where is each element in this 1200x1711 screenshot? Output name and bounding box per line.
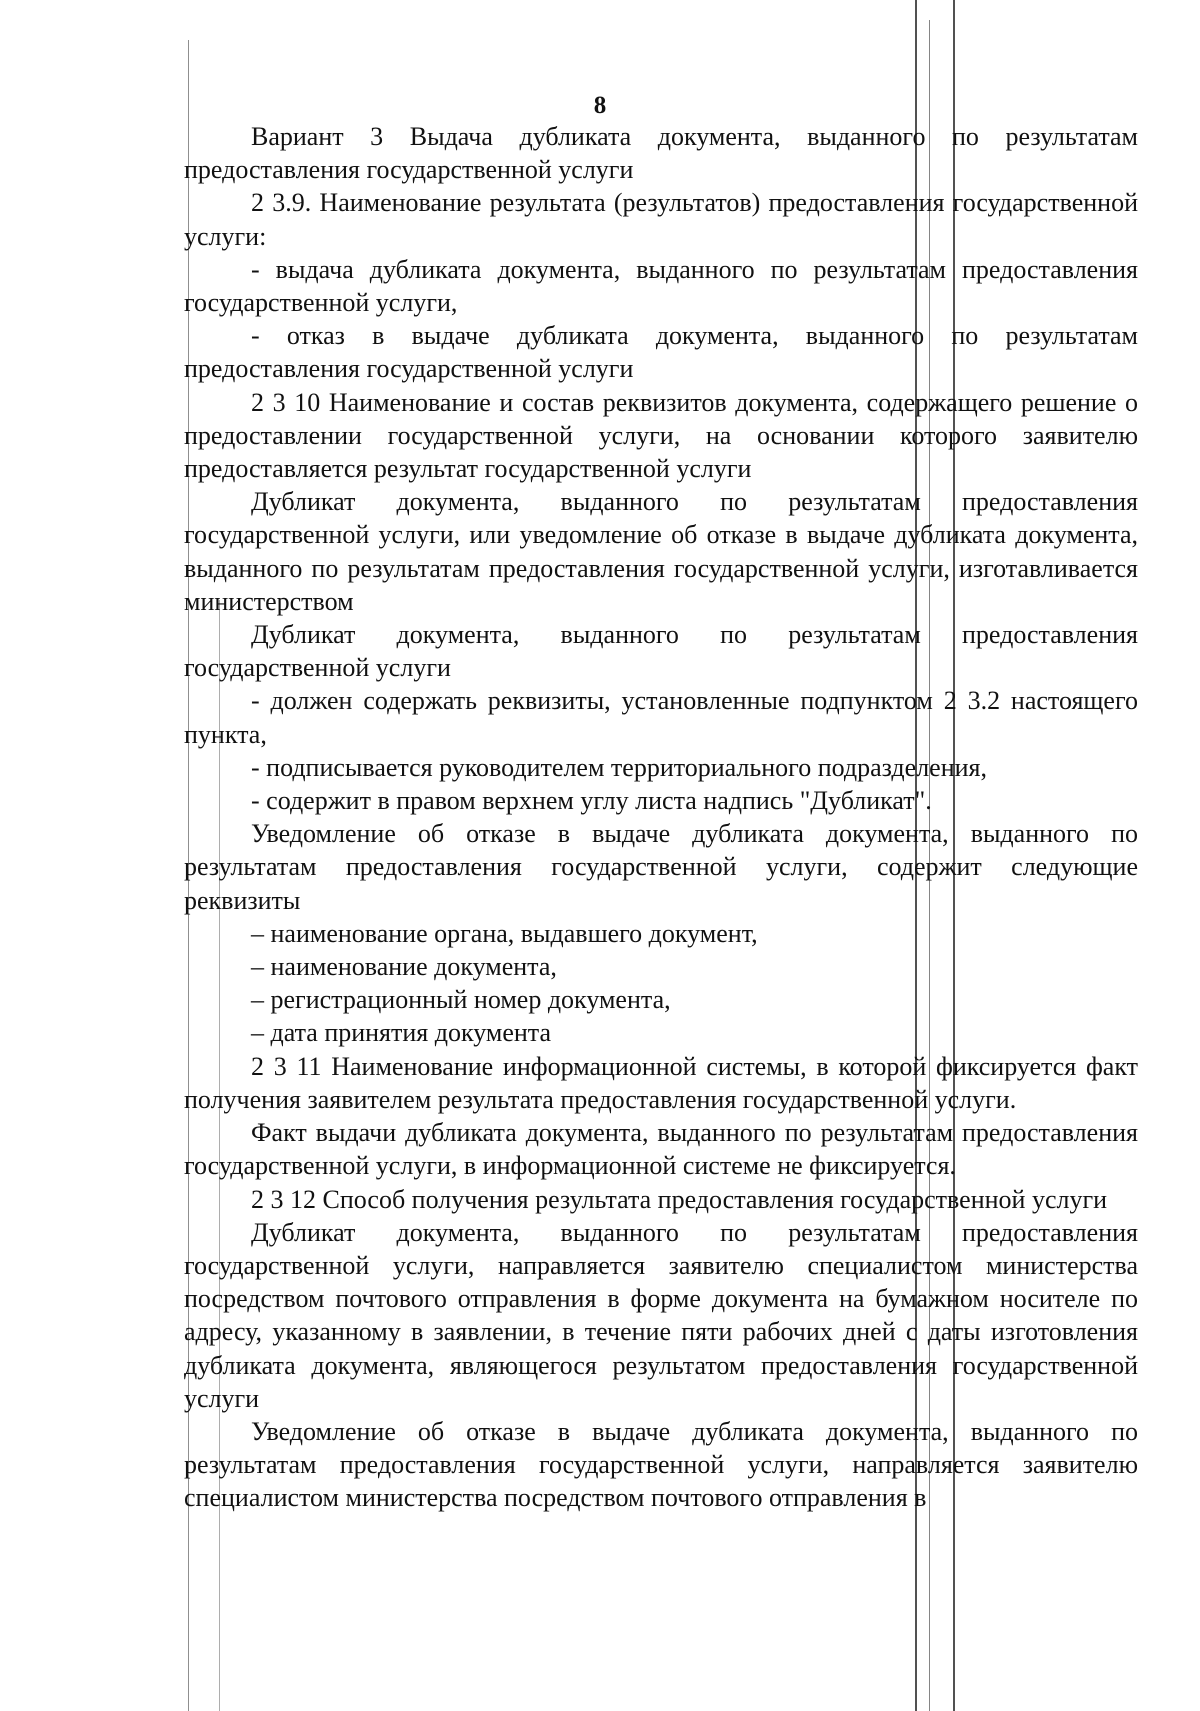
body-paragraph: Уведомление об отказе в выдаче дубликата документа, выданного по результатам предоставления государственной услуги, направляется заявителю специалистом министерства посредством почтового отправления в [184,1416,1138,1513]
list-item: – наименование документа, [251,952,557,982]
result-item-issue: - выдача дубликата документа, выданного по результатам предоставления государственной услуги, [184,254,1138,318]
list-item: – регистрационный номер документа, [251,985,671,1015]
list-item: - должен содержать реквизиты, установленные подпунктом 2 3.2 настоящего пункта, [184,686,1138,749]
body-paragraph: Дубликат документа, выданного по результатам предоставления государственной услуги, или уведомление об отказе в выдаче дубликата документа, выданного по результатам предоставления государственной услуги, изготавливается министерством [184,487,1138,616]
page-number: 8 [593,92,607,119]
body-paragraph: Дубликат документа, выданного по результатам предоставления государственной услуги [184,620,1138,683]
body-paragraph: Уведомление об отказе в выдаче дубликата документа, выданного по результатам предоставления государственной услуги, содержит следующие реквизиты [184,819,1138,915]
body-paragraph: Дубликат документа, выданного по результатам предоставления государственной услуги, направляется заявителю специалистом министерства посредством почтового отправления в форме документа на бумажном носителе по адресу, указанному в заявлении, в течение пяти рабочих дней с даты изготовления дубликата документа, являющегося результатом предоставления государственной услуги [184,1217,1138,1413]
variant-heading: Вариант 3 Выдача дубликата документа, выданного по результатам предоставления государственной услуги [184,122,1138,185]
list-item: – дата принятия документа [251,1018,552,1048]
list-item: – наименование органа, выдавшего документ, [251,918,758,948]
section-2-3-9-heading: 2 3.9. Наименование результата (результатов) предоставления государственной услуги: [184,188,1138,251]
result-item-refusal: - отказ в выдаче дубликата документа, выданного по результатам предоставления государственной услуги [184,321,1138,384]
section-2-3-12-heading: 2 3 12 Способ получения результата предоставления государственной услуги [251,1184,1108,1214]
list-item: - подписывается руководителем территориального подразделения, [251,752,987,782]
document-body [184,120,1138,1515]
body-paragraph: Факт выдачи дубликата документа, выданного по результатам предоставления государственной услуги, в информационной системе не фиксируется. [184,1118,1138,1181]
section-2-3-10-heading: 2 3 10 Наименование и состав реквизитов документа, содержащего решение о предоставлении государственной услуги, на основании которого заявителю предоставляется результат государственной услуги [184,387,1138,484]
section-2-3-11-heading: 2 3 11 Наименование информационной системы, в которой фиксируется факт получения заявителем результата предоставления государственной услуги. [184,1051,1138,1114]
list-item: - содержит в правом верхнем углу листа надпись "Дубликат". [251,786,932,816]
